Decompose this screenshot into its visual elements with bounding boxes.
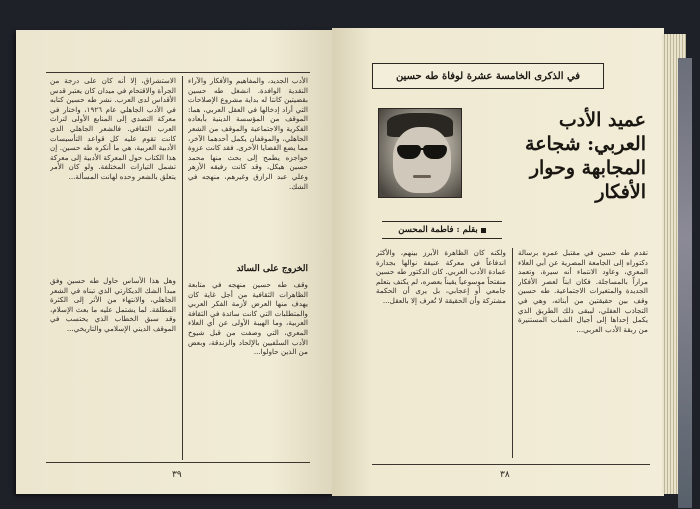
column-divider [182,76,183,460]
article-headline: عميد الأدب العربي: شجاعة المجابهة وحوار الأفكار [525,109,646,203]
right-page [332,28,664,496]
magazine-spread [14,28,686,498]
byline [382,221,502,239]
cover-edge [678,58,692,508]
top-rule [46,72,310,73]
left-page [16,30,334,494]
byline-text: بقلم : فاطمة المحسن [398,225,478,235]
left-page-column-left: الاستشراق، إلا أنه كان على درجة من الجرأة والاقتحام في ميدان كان يعتبر قدس الأقداس لدى العرب. نشر طه حسين كتابه في الأدب الجاهلي عام ١٩٢٦، واختار في معركة التصدي إلى المنابع الأولى لتراث العرب الثقافي. فالشعر الجاهلي الذي كانت تقوم عليه كل قواعد التأسيسات الأدبية العربية، هي ما أنكره طه حسين. إن هذا الكتاب حول المعركة الأدبية إلى معركة تشمل التيارات المختلفة. ولو كان الأمر يتعلق بالشعر وحده لهانت المسألة... [50,76,176,181]
right-page-column-right: تقدم طه حسين في مقتبل عمره برسالة دكتوراه إلى الجامعة المصرية عن أبي العلاء المعري، وعاود الانتماء أنه سيرة، وتعمد مراراً بالمساجلة. فكان ابناً لعصر الأفكار الجديدة والمتغيرات الاجتماعية. طه حسين وقف بين حقيقتين من أبنائه، وهي في التجاذب العقلي، ليبقى ذلك الطريق الذي يكمل إحداها إلى أجيال الشباب المستنيرة من ربقة الأدب العربي... [518,248,648,334]
left-page-column-right: الأدب الجديد، والمفاهيم والأفكار والآراء النقدية الوافدة. انشغل طه حسين بقضيتين كانتا له بداية مشروع الإصلاحات التي أراد إدخالها في العقل العربي، هما: الموقف من المؤسسة الدينية بأبعاده الفكرية والاجتماعية والموقف من الشعر الجاهلي، والموقفان يكمل أحدهما الآخر، مما يضع القضايا الأخرى. فقد كانت عزوة حواجزه يطمح إلى بحث منها محمد حسين هيكل، وقد كانت رفيقه الأزهر وعلي عبد الرازق وغيرهم، منهجه في الشك. [188,76,308,191]
bottom-rule [372,464,650,465]
left-page-column-left-lower: وهل هذا الأساس حاول طه حسين وفق مبدأ الشك الديكارتي الذي تبناه في الشعر الجاهلي، والانتهاء من الأثر إلى الكثرة المطلقة. لما يشتمل عليه ما بعث الإسلام، وقد سبق الخطاب الذي يحتسب في الموقف الديني الإسلامي والتاريخي... [50,276,176,333]
bottom-rule [46,462,310,463]
right-page-column-left: ولكنه كان الظاهرة الأبرز بينهم، والأكثر اندفاعاً في معركة عنيفة نوالها بجدارة عمادة الأدب العربي. كان الدكتور طه حسين منفتحاً موسوعياً يقيناً بعصره، لم يكتف بتعلم جامعي أو إعجابي، بل يرى أن الحكمة مشتركة وأن الحقيقة لا تُعرف إلا بالعقل... [376,248,506,305]
banner-text: في الذكرى الخامسة عشرة لوفاة طه حسين [395,70,581,82]
column-divider [512,248,513,458]
page-number: ٣٨ [500,470,510,480]
author-photo [378,108,462,198]
section-subheading: الخروج على السائد [236,264,308,274]
bullet-icon [481,228,486,233]
left-page-column-right-lower: وقف طه حسين منهجه في متابعة الظاهرات الثقافية من أجل غاية كان يهدف منها العرض لأزمة الفكر العربي والمتطلبات التي كانت سائدة في الثقافة العربية، وما الهيبة الأولى عن أي العلاء المعري، التي وصفت من قبل شيوخ الأدب السلفيين بالإلحاد والزندقة، وبعض من الذين حاولوا... [188,280,308,357]
page-number: ٣٩ [172,470,182,480]
article-banner [372,63,604,89]
